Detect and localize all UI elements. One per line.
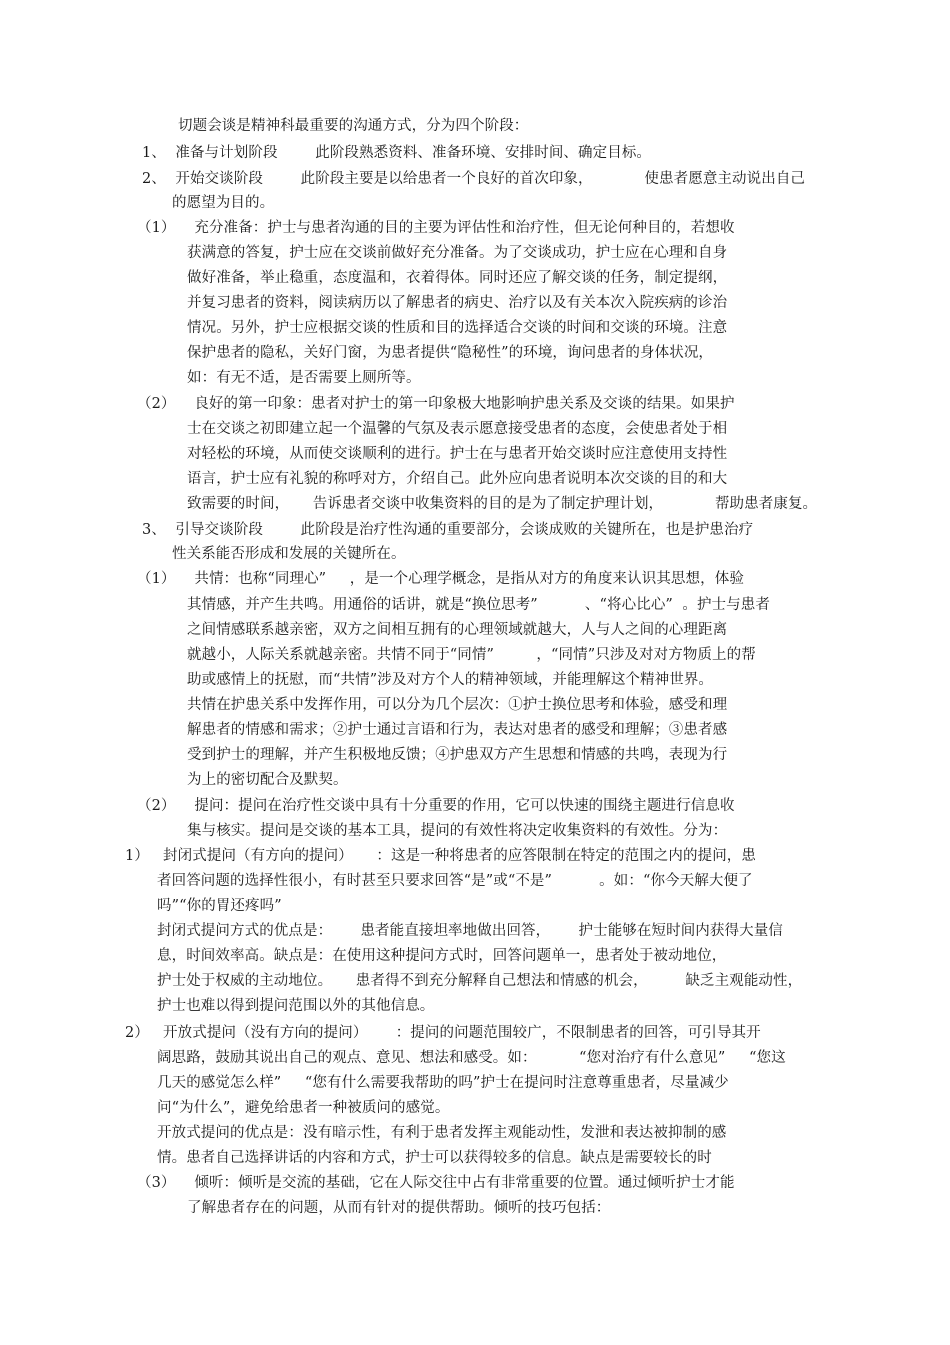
paragraph-line: 之间情感联系越亲密，双方之间相互拥有的心理领域就越大，人与人之间的心理距离 [187,622,728,638]
paragraph-line: 了解患者存在的问题，从而有针对的提供帮助。倾听的技巧包括： [187,1200,611,1216]
intro-line: 切题会谈是精神科最重要的沟通方式，分为四个阶段： [178,118,529,134]
paragraph-line: 受到护士的理解，并产生积极地反馈；④护患双方产生思想和情感的共鸣，表现为行 [187,747,728,763]
paragraph-line: 情况。另外，护士应根据交谈的性质和目的选择适合交谈的时间和交谈的环境。注意 [187,320,728,336]
stage-2-line: 2、 开始交谈阶段 此阶段主要是以给患者一个良好的首次印象， 使患者愿意主动说出自己 [142,171,806,187]
paragraph-line: 阔思路，鼓励其说出自己的观点、意见、想法和感受。如： “您对治疗有什么意见” “您这 [157,1050,786,1066]
item-listening-line: （3） 倾听：倾听是交流的基础，它在人际交往中占有非常重要的位置。通过倾听护士才能 [137,1175,735,1191]
paragraph-line: 共情在护患关系中发挥作用，可以分为几个层次：①护士换位思考和体验，感受和理 [187,697,728,713]
paragraph-line: 几天的感觉怎么样” “您有什么需要我帮助的吗”护士在提问时注意尊重患者，尽量减少 [157,1075,729,1091]
paragraph-line: 其情感，并产生共鸣。用通俗的话讲，就是“换位思考” 、“将心比心” 。护士与患者 [187,597,770,613]
paragraph-line: 问“为什么”，避免给患者一种被质问的感觉。 [157,1100,450,1116]
paragraph-line: 息，时间效率高。缺点是：在使用这种提问方式时，回答问题单一，患者处于被动地位， [157,948,727,964]
paragraph-line: 保护患者的隐私，关好门窗，为患者提供“隐秘性”的环境，询问患者的身体状况， [187,345,714,361]
paragraph-line: 如：有无不适，是否需要上厕所等。 [187,370,421,386]
open-question-line: 2） 开放式提问（没有方向的提问） ：提问的问题范围较广，不限制患者的回答，可引导其开 [125,1025,761,1041]
stage-1-line: 1、 准备与计划阶段 此阶段熟悉资料、准备环境、安排时间、确定目标。 [142,145,652,161]
item-first-impression-line: （2） 良好的第一印象：患者对护士的第一印象极大地影响护患关系及交谈的结果。如果护 [137,396,735,412]
paragraph-line: 做好准备，举止稳重，态度温和，衣着得体。同时还应了解交谈的任务，制定提纲， [187,270,728,286]
paragraph-line: 士在交谈之初即建立起一个温馨的气氛及表示愿意接受患者的态度，会使患者处于相 [187,421,728,437]
stage-2-line-cont: 的愿望为目的。 [172,195,275,211]
stage-3-line-cont: 性关系能否形成和发展的关键所在。 [172,546,406,562]
item-questioning-line: （2） 提问：提问在治疗性交谈中具有十分重要的作用，它可以快速的围绕主题进行信息收 [137,798,735,814]
closed-question-line: 1） 封闭式提问（有方向的提问） ：这是一种将患者的应答限制在特定的范围之内的提问，患 [125,848,756,864]
paragraph-line: 致需要的时间， 告诉患者交谈中收集资料的目的是为了制定护理计划， 帮助患者康复。 [187,496,818,512]
paragraph-line: 封闭式提问方式的优点是： 患者能直接坦率地做出回答， 护士能够在短时间内获得大量信 [157,923,783,939]
paragraph-line: 者回答问题的选择性很小，有时甚至只要求回答“是”或“不是” 。如：“你今天解大便了 [157,873,753,889]
paragraph-line: 集与核实。提问是交谈的基本工具，提问的有效性将决定收集资料的有效性。分为： [187,823,728,839]
paragraph-line: 护士处于权威的主动地位。 患者得不到充分解释自己想法和情感的机会， 缺乏主观能动性， [157,973,803,989]
paragraph-line: 吗”“你的胃还疼吗” [157,898,282,914]
paragraph-line: 助或感情上的抚慰，而“共情”涉及对方个人的精神领域，并能理解这个精神世界。 [187,672,714,688]
stage-3-line: 3、 引导交谈阶段 此阶段是治疗性沟通的重要部分，会谈成败的关键所在，也是护患治疗 [142,522,754,538]
paragraph-line: 为上的密切配合及默契。 [187,772,348,788]
paragraph-line: 解患者的情感和需求；②护士通过言语和行为，表达对患者的感受和理解；③患者感 [187,722,728,738]
paragraph-line: 并复习患者的资料，阅读病历以了解患者的病史、治疗以及有关本次入院疾病的诊治 [187,295,728,311]
paragraph-line: 语言，护士应有礼貌的称呼对方，介绍自己。此外应向患者说明本次交谈的目的和大 [187,471,728,487]
paragraph-line: 获满意的答复，护士应在交谈前做好充分准备。为了交谈成功，护士应在心理和自身 [187,245,728,261]
paragraph-line: 对轻松的环境，从而使交谈顺利的进行。护士在与患者开始交谈时应注意使用支持性 [187,446,728,462]
paragraph-line: 就越小，人际关系就越亲密。共情不同于“同情” ，“同情”只涉及对对方物质上的帮 [187,647,756,663]
item-empathy-line: （1） 共情：也称“同理心” ，是一个心理学概念，是指从对方的角度来认识其思想，体验 [137,571,744,587]
paragraph-line: 情。患者自己选择讲话的内容和方式，护士可以获得较多的信息。缺点是需要较长的时 [157,1150,712,1166]
paragraph-line: 开放式提问的优点是：没有暗示性，有利于患者发挥主观能动性，发泄和表达被抑制的感 [157,1125,727,1141]
item-preparation-line: （1） 充分准备：护士与患者沟通的目的主要为评估性和治疗性，但无论何种目的，若想收 [137,220,735,236]
paragraph-line: 护士也难以得到提问范围以外的其他信息。 [157,998,435,1014]
